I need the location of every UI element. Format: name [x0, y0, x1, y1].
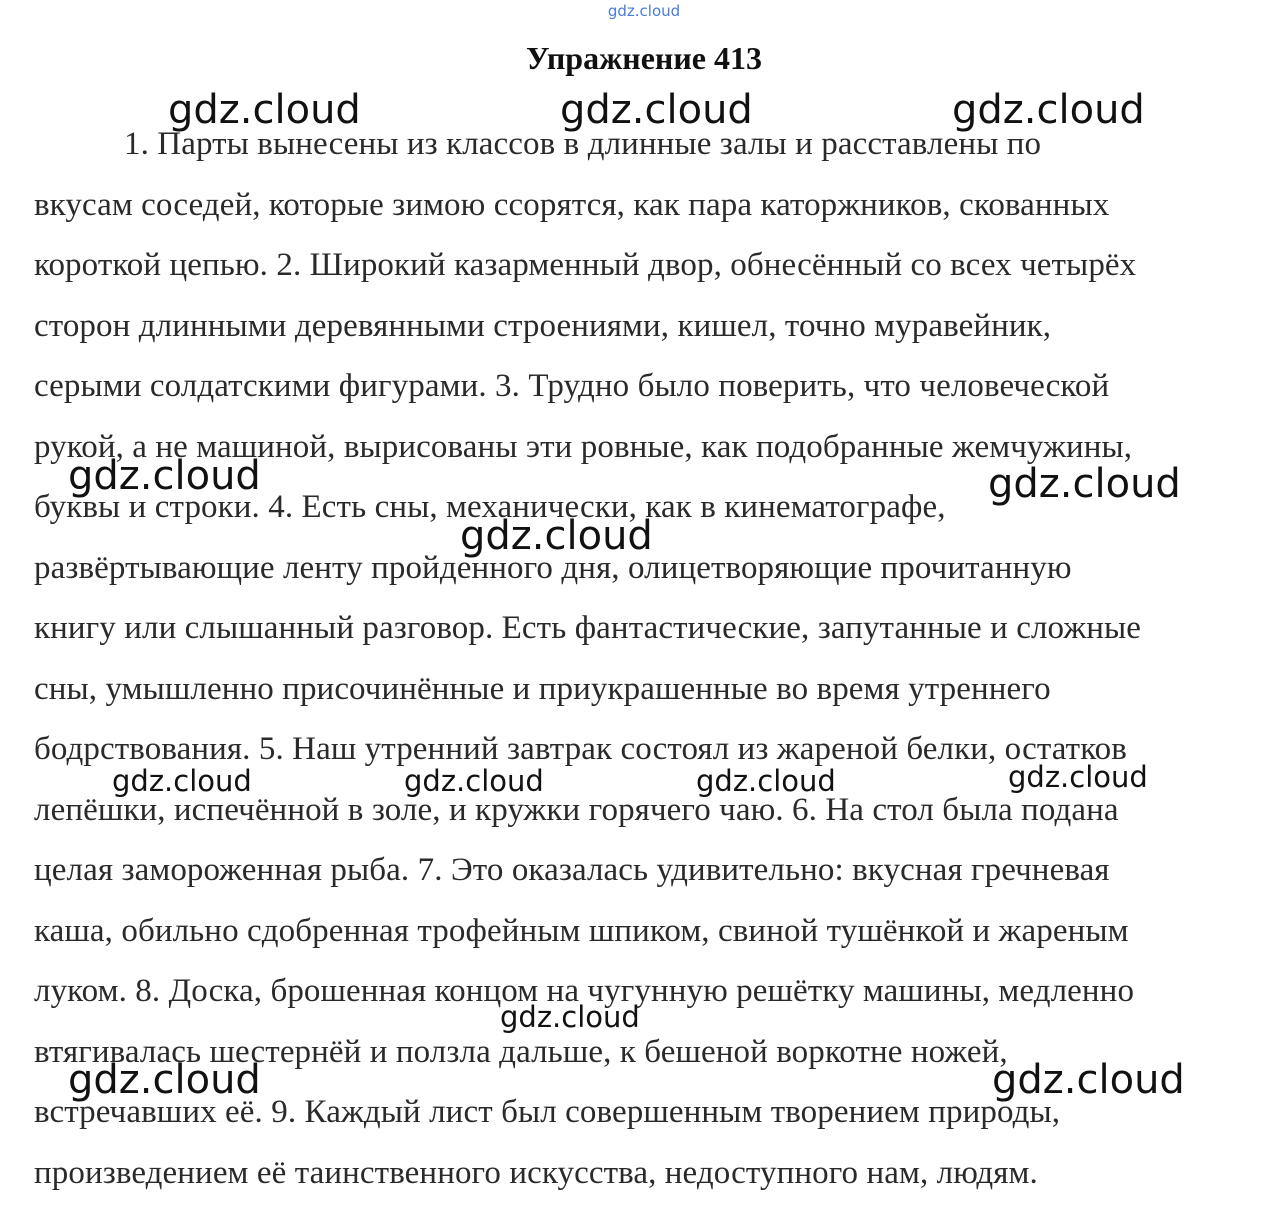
- text-line: короткой цепью. 2. Широкий казарменный двор, обнесённый со всех четырёх: [34, 247, 1137, 283]
- text-line: бодрствования. 5. Наш утренний завтрак состоял из жареной белки, остатков: [34, 731, 1127, 767]
- watermark: gdz.cloud: [112, 764, 252, 798]
- watermark: gdz.cloud: [404, 764, 544, 798]
- text-line: втягивалась шестернёй и ползла дальше, к бешеной воркотне ножей,: [34, 1033, 1008, 1070]
- exercise-text: [34, 114, 1219, 1203]
- watermark: gdz.cloud: [560, 87, 753, 133]
- text-line: книгу или слышанный разговор. Есть фантастические, запутанные и сложные: [34, 610, 1141, 646]
- text-line: луком. 8. Доска, брошенная концом на чугунную решётку машины, медленно: [34, 973, 1135, 1009]
- text-line: каша, обильно сдобренная трофейным шпиком, свиной тушёнкой и жареным: [34, 912, 1129, 949]
- text-line: 1. Парты вынесены из классов в длинные залы и расставлены по: [124, 126, 1042, 162]
- watermark: gdz.cloud: [68, 453, 261, 499]
- text-line: сны, умышленно присочинённые и приукрашенные во время утреннего: [34, 670, 1051, 707]
- watermark: gdz.cloud: [1008, 760, 1148, 794]
- watermark: gdz.cloud: [952, 87, 1145, 133]
- text-line: целая замороженная рыба. 7. Это оказалась удивительно: вкусная гречневая: [34, 852, 1110, 888]
- watermark: gdz.cloud: [460, 513, 653, 559]
- text-line: буквы и строки. 4. Есть сны, механически, как в кинематографе,: [34, 489, 946, 525]
- text-line: лепёшки, испечённой в золе, и кружки горячего чаю. 6. На стол была подана: [34, 791, 1119, 828]
- text-line: серыми солдатскими фигурами. 3. Трудно было поверить, что человеческой: [34, 368, 1110, 404]
- watermark: gdz.cloud: [500, 1000, 640, 1034]
- text-line: развёртывающие ленту пройденного дня, олицетворяющие прочитанную: [34, 549, 1072, 586]
- top-watermark: gdz.cloud: [607, 2, 681, 20]
- text-line: встречавших её. 9. Каждый лист был совершенным творением природы,: [34, 1094, 1061, 1130]
- watermark: gdz.cloud: [696, 764, 836, 798]
- watermark: gdz.cloud: [988, 461, 1181, 507]
- page-title: Упражнение 413: [525, 40, 762, 76]
- watermark: gdz.cloud: [168, 87, 361, 133]
- text-line: сторон длинными деревянными строениями, кишел, точно муравейник,: [34, 307, 1052, 344]
- watermark: gdz.cloud: [992, 1057, 1185, 1103]
- watermark: gdz.cloud: [68, 1057, 261, 1103]
- text-line: вкусам соседей, которые зимою ссорятся, как пара каторжников, скованных: [34, 186, 1110, 223]
- text-line: произведением её таинственного искусства, недоступного нам, людям.: [34, 1154, 1038, 1191]
- text-line: рукой, а не машиной, вырисованы эти ровные, как подобранные жемчужины,: [34, 428, 1133, 465]
